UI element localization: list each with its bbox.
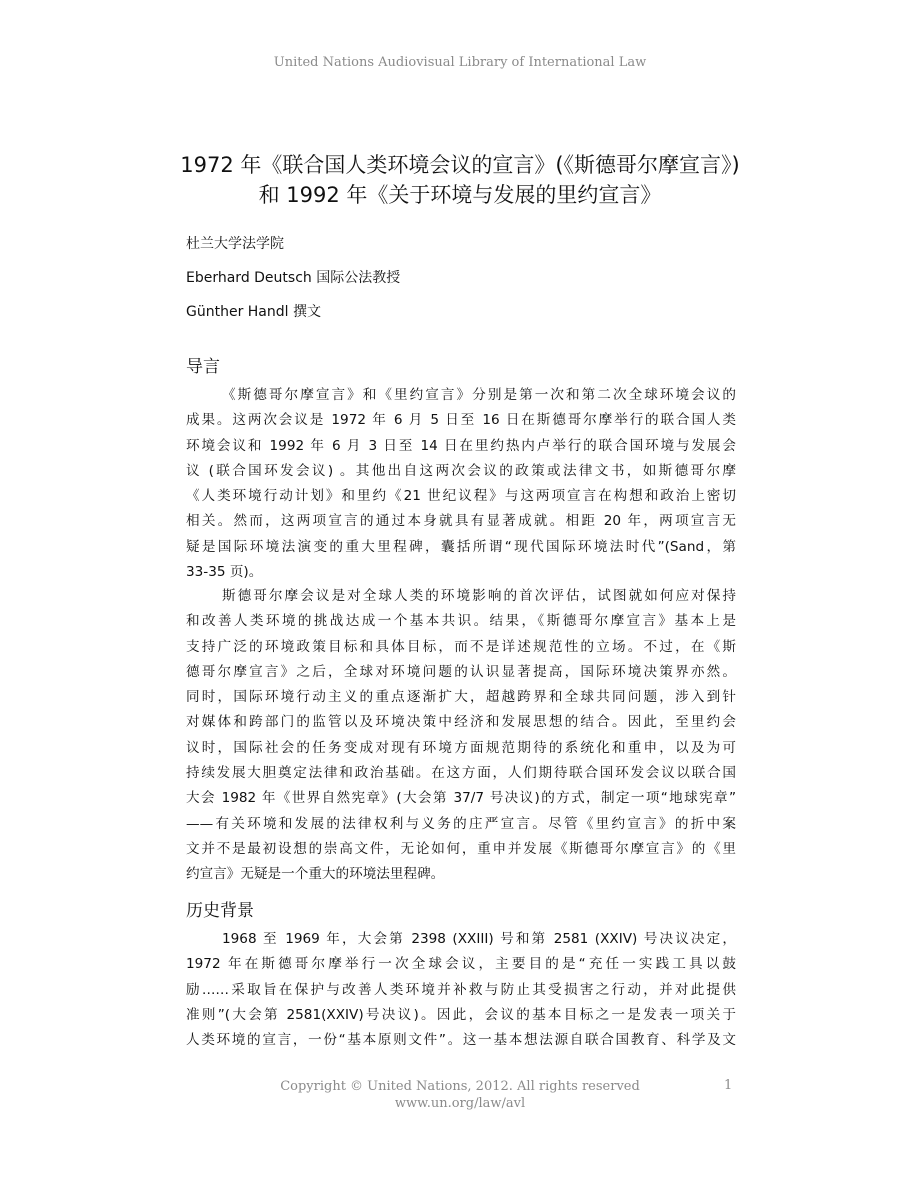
text-line: 议 (联合国环发会议) 。其他出自这两次会议的政策或法律文书，如斯德哥尔摩 xyxy=(186,462,736,479)
text-line: 疑是国际环境法演变的重大里程碑，囊括所谓“现代国际环境法时代”(Sand，第 xyxy=(186,538,736,555)
text-line: 《斯德哥尔摩宣言》和《里约宣言》分别是第一次和第二次全球环境会议的 xyxy=(222,387,736,403)
section-heading-intro: 导言 xyxy=(186,357,220,377)
text-line: 1972 年在斯德哥尔摩举行一次全球会议，主要目的是“充任一实践工具以鼓 xyxy=(186,956,736,973)
author-name: Günther Handl 撰文 xyxy=(186,304,321,320)
text-line: 持续发展大胆奠定法律和政治基础。在这方面，人们期待联合国环发会议以联合国 xyxy=(186,765,736,782)
text-line: 准则”(大会第 2581(XXIV)号决议)。因此，会议的基本目标之一是发表一项关于 xyxy=(186,1006,736,1023)
author-title: Eberhard Deutsch 国际公法教授 xyxy=(186,270,401,286)
text-line: 《人类环境行动计划》和里约《21 世纪议程》与这两项宣言在构想和政治上密切 xyxy=(186,488,736,505)
copyright-notice: Copyright © United Nations, 2012. All rights reserved xyxy=(280,1079,640,1094)
running-header: United Nations Audiovisual Library of International Law xyxy=(273,55,647,70)
text-line: 33-35 页)。 xyxy=(186,564,263,581)
text-line: 文并不是最初设想的崇高文件，无论如何，重申并发展《斯德哥尔摩宣言》的《里 xyxy=(186,840,736,857)
section-heading-history: 历史背景 xyxy=(186,901,254,921)
text-line: 和改善人类环境的挑战达成一个基本共识。结果，《斯德哥尔摩宣言》基本上是 xyxy=(186,613,736,630)
text-line: 环境会议和 1992 年 6 月 3 日至 14 日在里约热内卢举行的联合国环境与发展会 xyxy=(186,437,736,454)
text-line: ——有关环境和发展的法律权利与义务的庄严宣言。尽管《里约宣言》的折中案 xyxy=(186,815,736,832)
page-footer xyxy=(0,1078,920,1112)
text-line: 议时，国际社会的任务变成对现有环境方面规范期待的系统化和重申，以及为可 xyxy=(186,739,736,756)
text-line: 人类环境的宣言，一份“基本原则文件”。这一基本想法源自联合国教育、科学及文 xyxy=(186,1032,736,1049)
paragraph-history-1 xyxy=(186,927,736,1053)
footer-url: www.un.org/law/avl xyxy=(394,1096,526,1111)
title-line-1: 1972 年《联合国人类环境会议的宣言》(《斯德哥尔摩宣言》) xyxy=(180,153,740,177)
document-title xyxy=(140,150,780,210)
author-affiliation: 杜兰大学法学院 xyxy=(186,236,284,252)
paragraph-intro-2 xyxy=(186,584,736,888)
text-line: 支持广泛的环境政策目标和具体目标，而不是详述规范性的立场。不过，在《斯 xyxy=(186,638,736,655)
text-line: 德哥尔摩宣言》之后，全球对环境问题的认识显著提高，国际环境决策界亦然。 xyxy=(186,663,736,680)
text-line: 约宣言》无疑是一个重大的环境法里程碑。 xyxy=(186,866,445,883)
text-line: 1968 至 1969 年，大会第 2398 (XXIII) 号和第 2581 (XXIV) 号决议决定， xyxy=(222,931,736,947)
text-line: 同时，国际环境行动主义的重点逐渐扩大，超越跨界和全球共同问题，涉入到针 xyxy=(186,689,736,706)
text-line: 大会 1982 年《世界自然宪章》(大会第 37/7 号决议)的方式，制定一项“地球宪章” xyxy=(186,790,736,807)
text-line: 斯德哥尔摩会议是对全球人类的环境影响的首次评估，试图就如何应对保持 xyxy=(222,588,736,604)
text-line: 励……采取旨在保护与改善人类环境并补救与防止其受损害之行动，并对此提供 xyxy=(186,981,736,998)
text-line: 相关。然而，这两项宣言的通过本身就具有显著成就。相距 20 年，两项宣言无 xyxy=(186,513,736,530)
text-line: 对媒体和跨部门的监管以及环境决策中经济和发展思想的结合。因此，至里约会 xyxy=(186,714,736,731)
text-line: 成果。这两次会议是 1972 年 6 月 5 日至 16 日在斯德哥尔摩举行的联合国人类 xyxy=(186,412,736,429)
paragraph-intro-1 xyxy=(186,383,736,585)
title-line-2: 和 1992 年《关于环境与发展的里约宣言》 xyxy=(258,183,662,207)
page-number: 1 xyxy=(724,1078,733,1093)
